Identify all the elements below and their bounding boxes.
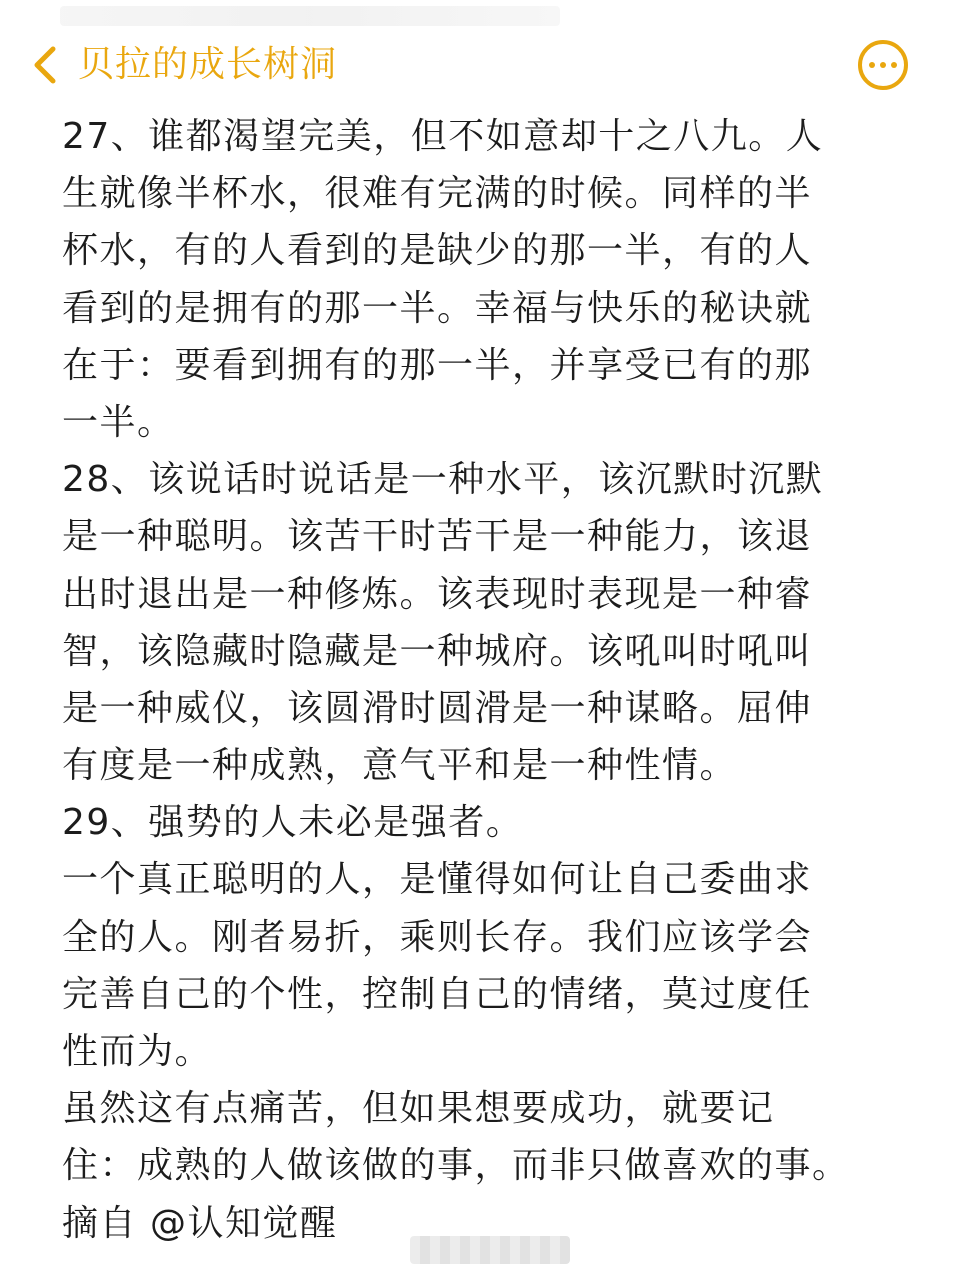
text-line: 生就像半杯水，很难有完满的时候。同样的半 bbox=[62, 173, 813, 215]
text-line: 全的人。刚者易折，乘则长存。我们应该学会 bbox=[62, 916, 813, 958]
more-dot bbox=[891, 62, 897, 68]
text-line: 出时退出是一种修炼。该表现时表现是一种睿 bbox=[62, 573, 813, 615]
text-line: 在于：要看到拥有的那一半，并享受已有的那 bbox=[62, 344, 813, 386]
text-line: 住：成熟的人做该做的事，而非只做喜欢的事。 bbox=[62, 1145, 850, 1187]
text-line: 杯水，有的人看到的是缺少的那一半，有的人 bbox=[62, 230, 813, 272]
text-line: 是一种聪明。该苦干时苦干是一种能力，该退 bbox=[62, 516, 813, 558]
text-line: 28、该说话时说话是一种水平，该沉默时沉默 bbox=[62, 459, 824, 501]
status-bar bbox=[0, 0, 960, 36]
article-body bbox=[62, 108, 902, 1252]
text-line: 完善自己的个性，控制自己的情绪，莫过度任 bbox=[62, 973, 813, 1015]
back-button[interactable] bbox=[22, 42, 66, 88]
more-dot bbox=[880, 62, 886, 68]
text-line: 虽然这有点痛苦，但如果想要成功，就要记 bbox=[62, 1088, 775, 1130]
text-line: 一半。 bbox=[62, 401, 175, 443]
more-horizontal-icon bbox=[869, 62, 875, 68]
text-line: 有度是一种成熟，意气平和是一种性情。 bbox=[62, 745, 738, 787]
source-credit: 摘自 @认知觉醒 bbox=[62, 1202, 338, 1244]
more-button[interactable] bbox=[858, 40, 908, 90]
chevron-left-icon bbox=[31, 45, 57, 85]
text-line: 性而为。 bbox=[62, 1031, 213, 1072]
page-title: 贝拉的成长树洞 bbox=[78, 44, 338, 85]
navigation-bar bbox=[0, 36, 960, 94]
text-line: 27、谁都渴望完美，但不如意却十之八九。人 bbox=[62, 116, 824, 157]
text-line: 智，该隐藏时隐藏是一种城府。该吼叫时吼叫 bbox=[62, 630, 813, 672]
text-line: 29、强势的人未必是强者。 bbox=[62, 802, 524, 844]
blurred-watermark bbox=[410, 1236, 570, 1264]
blurred-status-text bbox=[60, 6, 560, 26]
text-line: 一个真正聪明的人，是懂得如何让自己委曲求 bbox=[62, 859, 813, 901]
text-line: 看到的是拥有的那一半。幸福与快乐的秘诀就 bbox=[62, 287, 813, 329]
text-line: 是一种威仪，该圆滑时圆滑是一种谋略。屈伸 bbox=[62, 687, 813, 729]
